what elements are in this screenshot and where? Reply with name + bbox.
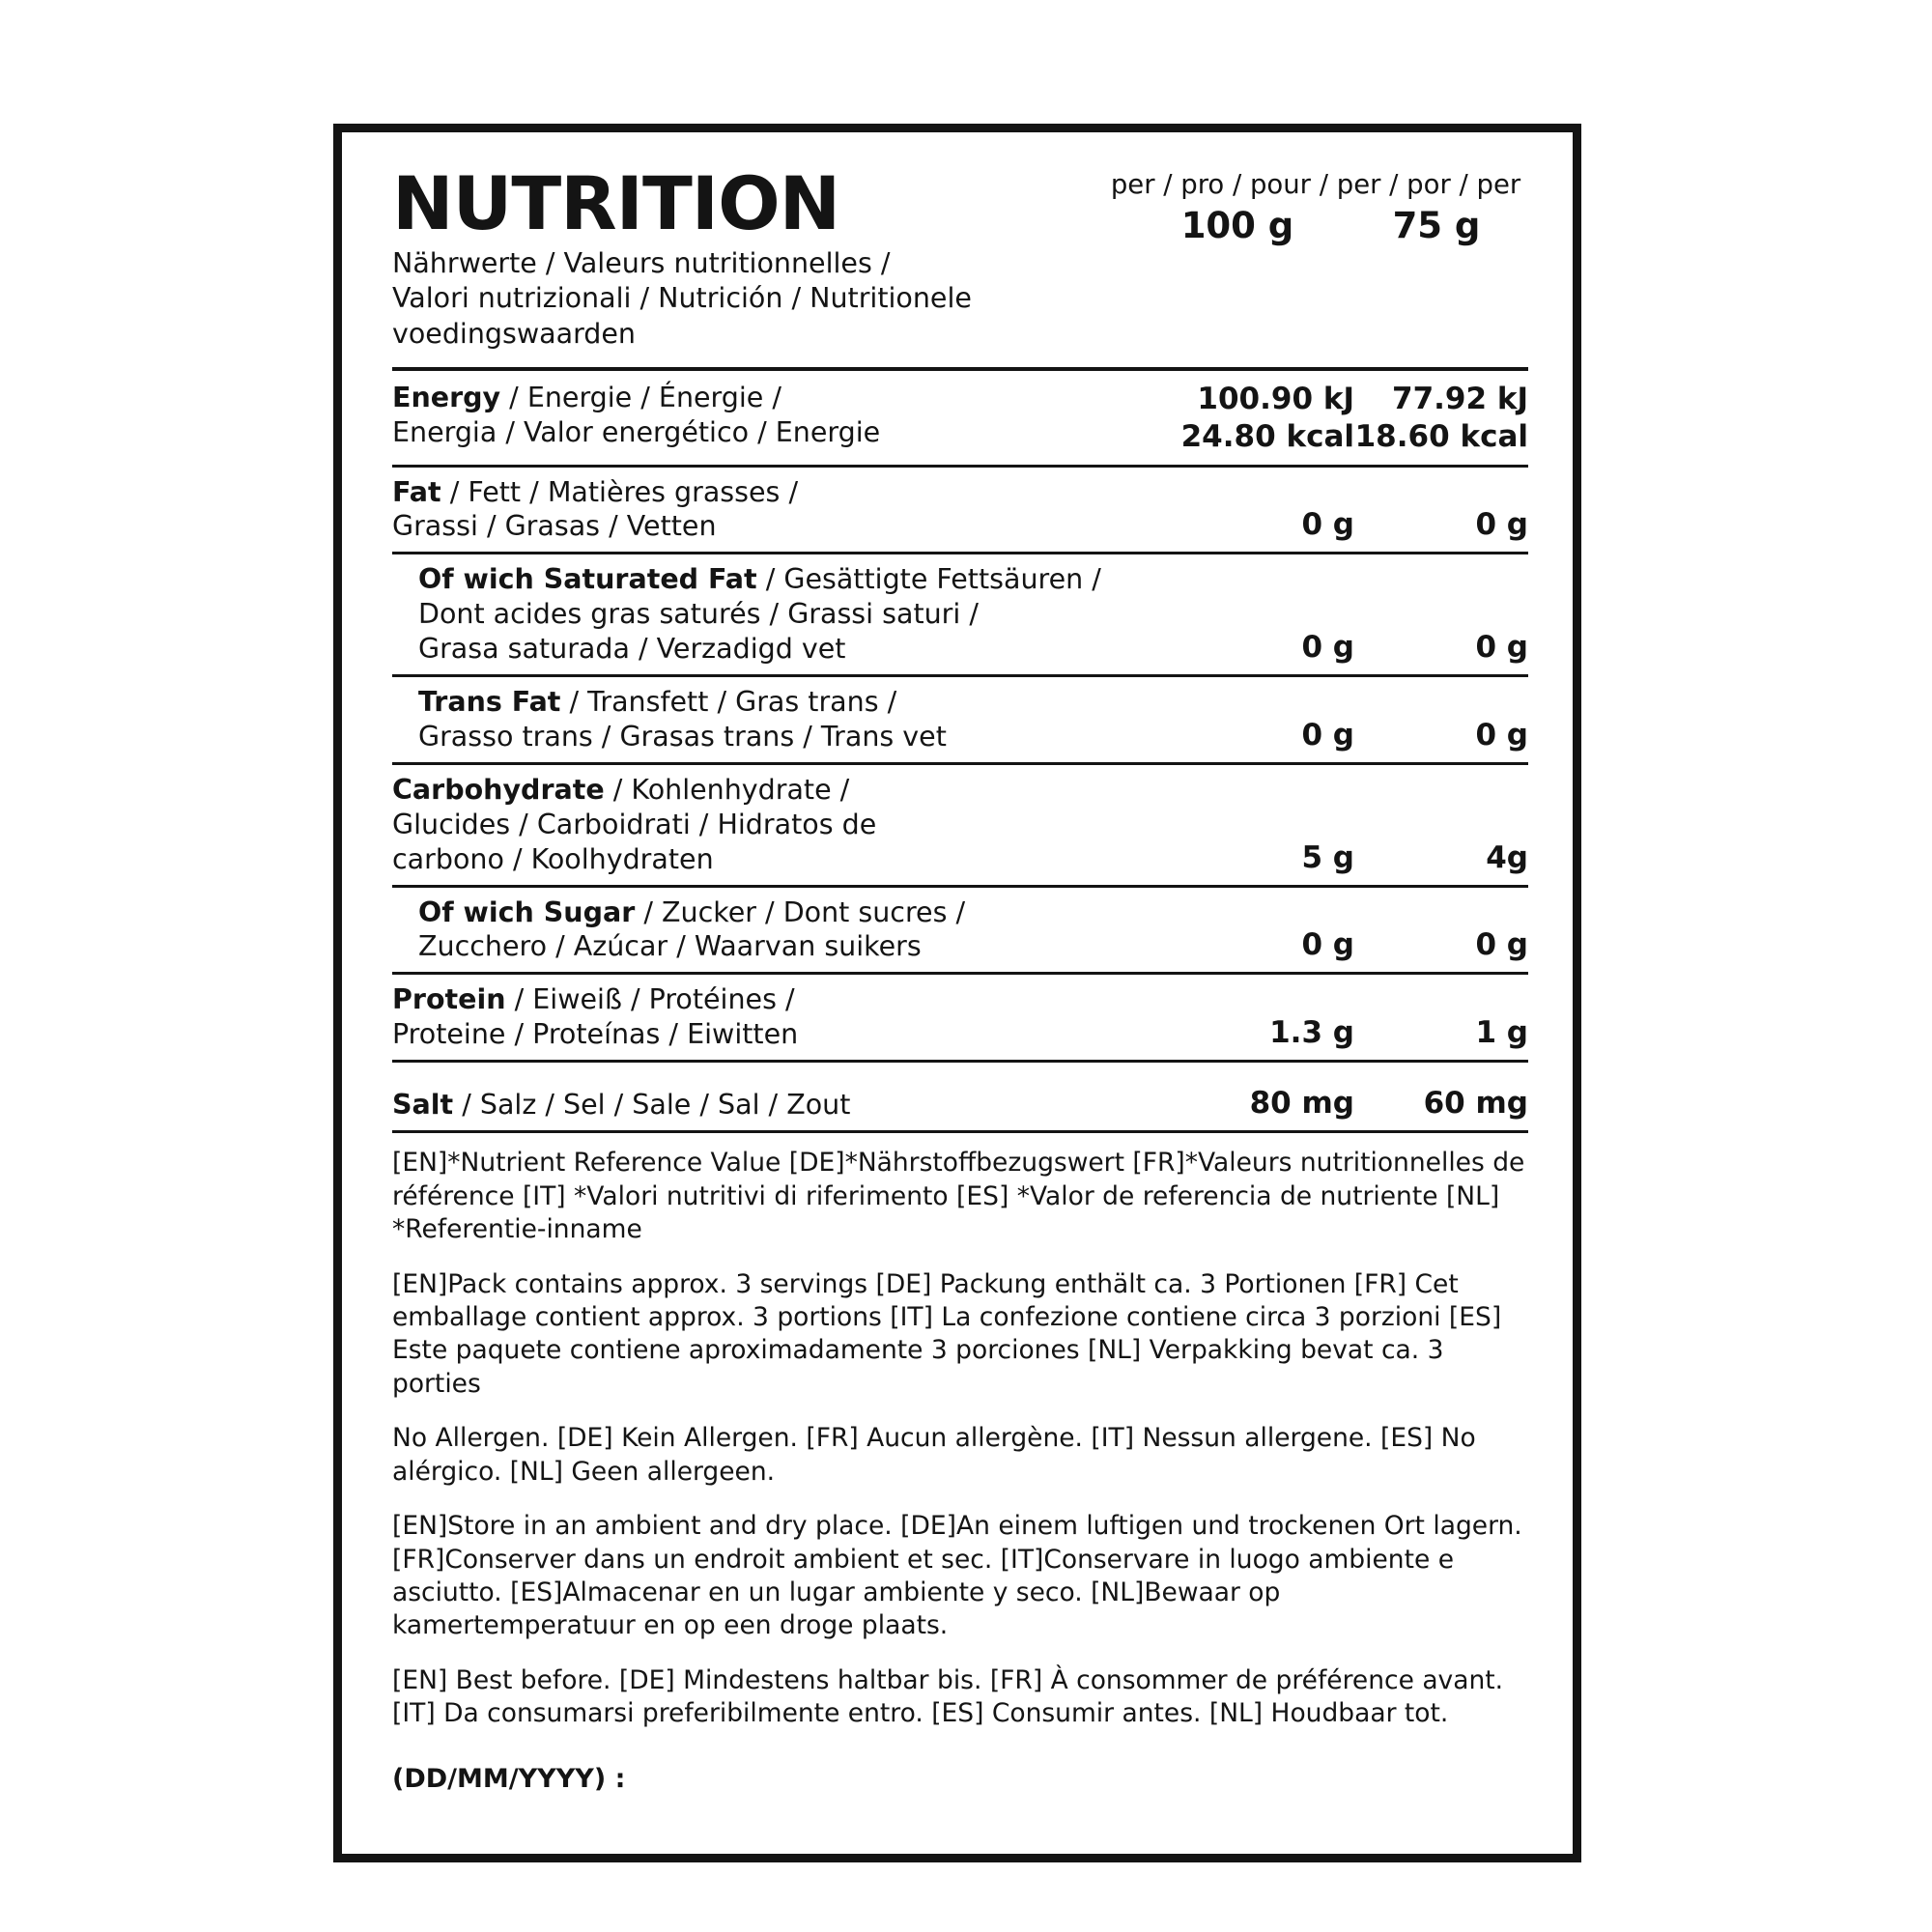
table-row [392, 1063, 1528, 1133]
row-label-sugar [392, 895, 1148, 965]
row-value-energy-100g [1148, 381, 1354, 456]
row-value-saturated-fat-100g: 0 g [1301, 630, 1354, 666]
row-label-protein-line2: Proteine / Proteínas / Eiwitten [392, 1018, 799, 1051]
notes-section [392, 1147, 1528, 1794]
row-value-protein-75g: 1 g [1475, 1015, 1528, 1051]
row-label-trans-fat-line2: Grasso trans / Grasas trans / Trans vet [418, 720, 947, 753]
row-value-energy-100g-kj: 100.90 kJ [1197, 382, 1354, 417]
table-row [392, 888, 1528, 976]
row-label-saturated-fat-bold: Of wich Saturated Fat [418, 563, 757, 596]
column-headers [1103, 205, 1528, 246]
row-value-trans-fat-100g: 0 g [1301, 717, 1354, 753]
row-value-salt-75g: 60 mg [1423, 1086, 1528, 1122]
row-label-protein [392, 982, 1148, 1052]
row-value-energy-75g-kj: 77.92 kJ [1392, 382, 1528, 417]
note-servings: [EN]Pack contains approx. 3 servings [DE] Packung enthält ca. 3 Portionen [FR] Cet emballage contient approx. 3 portions [IT] La confezione contiene circa 3 porzioni [ES] Este paquete contiene aproximadamente 3 porciones [NL] Verpakking bevat ca. 3 porties [392, 1268, 1502, 1399]
note-nutrient-reference-value: [EN]*Nutrient Reference Value [DE]*Nährstoffbezugswert [FR]*Valeurs nutritionnelles de référence [IT] *Valori nutritivi di riferimento [ES] *Valor de referencia de nutriente [NL] *Referentie-inname [392, 1148, 1525, 1245]
row-label-saturated-fat [392, 562, 1148, 667]
row-label-salt-rest: / Salz / Sel / Sale / Sal / Zout [453, 1089, 851, 1122]
best-before-date-field: (DD/MM/YYYY) : [392, 1763, 626, 1794]
row-label-carbohydrate-bold: Carbohydrate [392, 773, 605, 806]
row-label-energy-rest: / Energie / Énergie / [500, 382, 781, 414]
row-label-saturated-fat-line2: Dont acides gras saturés / Grassi saturi / [418, 598, 979, 631]
row-label-carbohydrate-rest: / Kohlenhydrate / [604, 773, 850, 806]
note-storage: [EN]Store in an ambient and dry place. [DE]An einem luftigen und trockenen Ort lagern. [FR]Conserver dans un endroit ambient et sec. [IT]Conservare in luogo ambiente e asciutto. [ES]Almacenar en un lugar ambiente y seco. [NL]Bewaar op kamertemperatuur en op een droge plaats. [392, 1511, 1522, 1641]
row-label-sugar-bold: Of wich Sugar [418, 895, 636, 928]
table-row [392, 765, 1528, 888]
row-label-protein-bold: Protein [392, 983, 506, 1016]
row-label-fat-line2: Grassi / Grasas / Vetten [392, 510, 717, 543]
page-title: NUTRITION [392, 160, 840, 246]
nutrition-panel [333, 124, 1581, 1862]
row-label-trans-fat-bold: Trans Fat [418, 686, 561, 719]
row-label-energy-line2: Energia / Valor energético / Energie [392, 416, 881, 449]
title-translation-line-1: Nährwerte / Valeurs nutritionnelles / [392, 247, 891, 279]
table-row [392, 468, 1528, 555]
row-value-trans-fat-75g: 0 g [1475, 717, 1528, 753]
note-best-before: [EN] Best before. [DE] Mindestens haltbar bis. [FR] À consommer de préférence avant. [IT] Da consumarsi preferibilmente entro. [ES] Consumir antes. [NL] Houdbaar tot. [392, 1664, 1504, 1729]
row-label-saturated-fat-line3: Grasa saturada / Verzadigd vet [418, 633, 846, 666]
row-label-fat [392, 475, 1148, 545]
row-value-sugar-75g: 0 g [1475, 927, 1528, 963]
row-label-carbohydrate-line2: Glucides / Carboidrati / Hidratos de [392, 808, 877, 840]
row-value-salt-100g: 80 mg [1249, 1086, 1354, 1122]
row-label-trans-fat [392, 685, 1148, 754]
row-label-salt [392, 1088, 1148, 1122]
row-label-sugar-line2: Zucchero / Azúcar / Waarvan suikers [418, 930, 922, 963]
row-value-fat-75g: 0 g [1475, 507, 1528, 543]
row-value-carbohydrate-75g: 4g [1486, 839, 1528, 875]
row-value-protein-100g: 1.3 g [1269, 1015, 1354, 1051]
row-value-carbohydrate-100g: 5 g [1301, 839, 1354, 875]
row-label-protein-rest: / Eiweiß / Protéines / [505, 983, 795, 1016]
row-label-trans-fat-rest: / Transfett / Gras trans / [560, 686, 897, 719]
per-serving-header: per / pro / pour / per / por / per [1110, 169, 1521, 200]
table-row [392, 975, 1528, 1063]
row-label-saturated-fat-rest: / Gesättigte Fettsäuren / [756, 563, 1101, 596]
row-value-energy-100g-kcal: 24.80 kcal [1180, 419, 1354, 455]
row-label-fat-rest: / Fett / Matières grasses / [440, 475, 799, 508]
row-value-energy-75g-kcal: 18.60 kcal [1354, 419, 1528, 455]
row-label-carbohydrate [392, 773, 1148, 877]
column-header-75g: 75 g [1392, 205, 1481, 246]
row-label-sugar-rest: / Zucker / Dont sucres / [635, 895, 966, 928]
header-right [1103, 150, 1528, 246]
note-allergen: No Allergen. [DE] Kein Allergen. [FR] Aucun allergène. [IT] Nessun allergene. [ES] No alérgico. [NL] Geen allergeen. [392, 1423, 1476, 1487]
label-header [392, 150, 1528, 352]
row-label-salt-bold: Salt [392, 1089, 454, 1122]
column-header-100g: 100 g [1180, 205, 1294, 246]
row-label-energy [392, 381, 1148, 450]
row-label-energy-bold: Energy [392, 382, 501, 414]
row-value-saturated-fat-75g: 0 g [1475, 630, 1528, 666]
table-row [392, 554, 1528, 677]
row-label-carbohydrate-line3: carbono / Koolhydraten [392, 842, 714, 875]
table-row [392, 677, 1528, 765]
row-value-fat-100g: 0 g [1301, 507, 1354, 543]
title-translation-line-2: Valori nutrizionali / Nutrición / Nutritionele voedingswaarden [392, 282, 972, 350]
table-row [392, 371, 1528, 467]
header-left [392, 150, 1097, 352]
row-value-energy-75g [1354, 381, 1528, 456]
row-value-sugar-100g: 0 g [1301, 927, 1354, 963]
row-label-fat-bold: Fat [392, 475, 441, 508]
nutrition-table [392, 367, 1528, 1133]
